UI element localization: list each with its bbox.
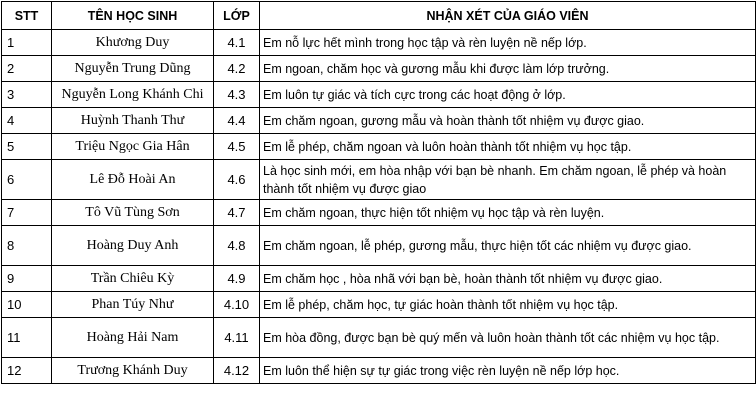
table-row [2, 200, 756, 226]
table-row [2, 56, 756, 82]
table-row [2, 318, 756, 358]
row-comment: Em chăm ngoan, thực hiện tốt nhiệm vụ học tập và rèn luyện. [260, 200, 756, 226]
row-comment: Em chăm ngoan, lễ phép, gương mẫu, thực hiện tốt các nhiệm vụ được giao. [260, 226, 756, 266]
header-class: LỚP [214, 2, 260, 30]
row-class: 4.11 [214, 318, 260, 358]
row-stt: 9 [2, 266, 52, 292]
row-class: 4.7 [214, 200, 260, 226]
header-stt: STT [2, 2, 52, 30]
row-student-name: Khương Duy [52, 30, 214, 56]
row-stt: 4 [2, 108, 52, 134]
row-comment: Em hòa đồng, được bạn bè quý mến và luôn hoàn thành tốt các nhiệm vụ học tập. [260, 318, 756, 358]
row-comment: Em lễ phép, chăm ngoan và luôn hoàn thành tốt nhiệm vụ học tập. [260, 134, 756, 160]
row-stt: 3 [2, 82, 52, 108]
row-comment: Là học sinh mới, em hòa nhập với bạn bè nhanh. Em chăm ngoan, lễ phép và hoàn thành tốt nhiệm vụ được giao [260, 160, 756, 200]
row-class: 4.6 [214, 160, 260, 200]
row-comment: Em chăm học , hòa nhã với bạn bè, hoàn thành tốt nhiệm vụ được giao. [260, 266, 756, 292]
row-class: 4.2 [214, 56, 260, 82]
table-row [2, 160, 756, 200]
row-student-name: Tô Vũ Tùng Sơn [52, 200, 214, 226]
row-comment: Em luôn tự giác và tích cực trong các hoạt động ở lớp. [260, 82, 756, 108]
row-student-name: Hoàng Duy Anh [52, 226, 214, 266]
row-class: 4.1 [214, 30, 260, 56]
row-student-name: Lê Đỗ Hoài An [52, 160, 214, 200]
table-row [2, 82, 756, 108]
row-stt: 11 [2, 318, 52, 358]
row-stt: 10 [2, 292, 52, 318]
row-student-name: Phan Túy Như [52, 292, 214, 318]
row-class: 4.4 [214, 108, 260, 134]
row-class: 4.8 [214, 226, 260, 266]
row-student-name: Hoàng Hải Nam [52, 318, 214, 358]
row-class: 4.5 [214, 134, 260, 160]
row-student-name: Nguyễn Trung Dũng [52, 56, 214, 82]
row-stt: 5 [2, 134, 52, 160]
row-comment: Em lễ phép, chăm học, tự giác hoàn thành tốt nhiệm vụ học tập. [260, 292, 756, 318]
header-row [2, 2, 756, 30]
header-teacher-comment: NHẬN XÉT CỦA GIÁO VIÊN [260, 2, 756, 30]
table-row [2, 108, 756, 134]
row-class: 4.12 [214, 358, 260, 384]
header-student-name: TÊN HỌC SINH [52, 2, 214, 30]
row-student-name: Nguyễn Long Khánh Chi [52, 82, 214, 108]
table-row [2, 266, 756, 292]
student-comments-table [1, 1, 756, 384]
row-class: 4.9 [214, 266, 260, 292]
row-stt: 2 [2, 56, 52, 82]
row-comment: Em ngoan, chăm học và gương mẫu khi được làm lớp trưởng. [260, 56, 756, 82]
row-stt: 8 [2, 226, 52, 266]
row-class: 4.3 [214, 82, 260, 108]
table-row [2, 292, 756, 318]
table-row [2, 358, 756, 384]
table-row [2, 30, 756, 56]
row-stt: 6 [2, 160, 52, 200]
row-student-name: Trần Chiêu Kỳ [52, 266, 214, 292]
row-comment: Em luôn thể hiện sự tự giác trong việc rèn luyện nề nếp lớp học. [260, 358, 756, 384]
row-stt: 12 [2, 358, 52, 384]
table-row [2, 134, 756, 160]
row-student-name: Huỳnh Thanh Thư [52, 108, 214, 134]
row-comment: Em nỗ lực hết mình trong học tập và rèn luyện nề nếp lớp. [260, 30, 756, 56]
row-stt: 1 [2, 30, 52, 56]
row-stt: 7 [2, 200, 52, 226]
row-class: 4.10 [214, 292, 260, 318]
row-comment: Em chăm ngoan, gương mẫu và hoàn thành tốt nhiệm vụ được giao. [260, 108, 756, 134]
row-student-name: Trương Khánh Duy [52, 358, 214, 384]
row-student-name: Triệu Ngọc Gia Hân [52, 134, 214, 160]
table-row [2, 226, 756, 266]
